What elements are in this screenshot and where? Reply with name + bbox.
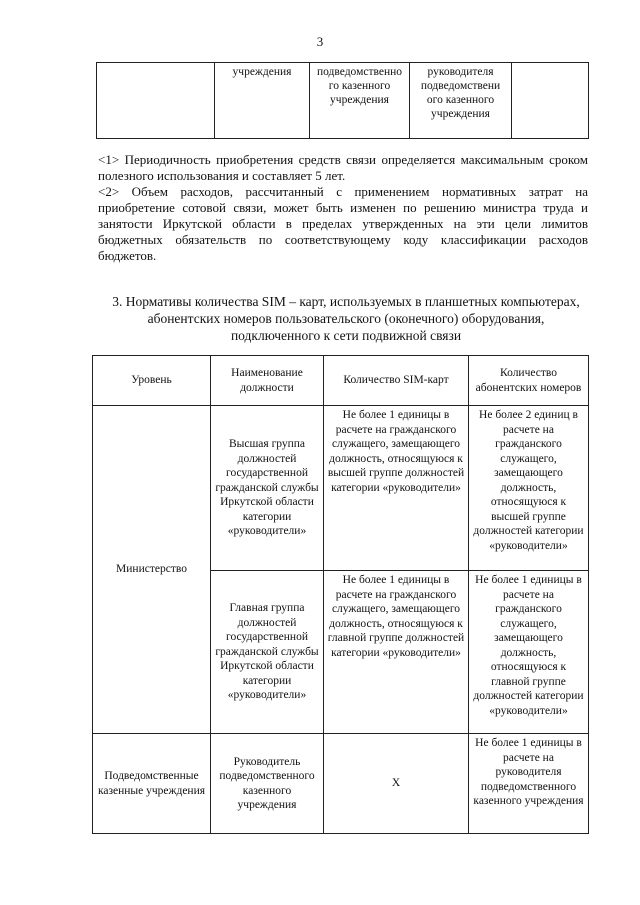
numbers-cell: Не более 1 единицы в расчете на гражданского служащего, замещающего должность, относящуюся к главной группе должностей категории «руководители» (469, 571, 589, 734)
table-cell (512, 63, 589, 139)
footnote-2: <2> Объем расходов, рассчитанный с применением нормативных затрат на приобретение сотовой связи, может быть изменен по решению министра труда и занятости Иркутской области в пределах утвержденных на эти цели лимитов бюджетных обязательств по соответствующему коду классификации расходов бюджетов. (98, 184, 588, 263)
table-cell: учреждения (215, 63, 310, 139)
table-cell: подведомственно го казенного учреждения (310, 63, 410, 139)
table-cell: руководителя подведомствени ого казенного учреждения (410, 63, 512, 139)
header-row (93, 356, 589, 406)
position-cell: Главная группа должностей государственной гражданской службы Иркутской области категории «руководители» (211, 571, 324, 734)
table-row (93, 734, 589, 834)
level-ministry: Министерство (93, 406, 211, 734)
sim-cell: Х (324, 734, 469, 834)
footnote-1: <1> Периодичность приобретения средств связи определяется максимальным сроком полезного использования и составляет 5 лет. (98, 152, 588, 183)
numbers-cell: Не более 1 единицы в расчете на руководителя подведомственного казенного учреждения (469, 734, 589, 834)
table-row (97, 63, 589, 139)
page-number: 3 (316, 34, 324, 49)
header-numbers: Количество абонентских номеров (469, 356, 589, 406)
sim-cell: Не более 1 единицы в расчете на гражданского служащего, замещающего должность, относящуюся к высшей группе должностей категории «руководители» (324, 406, 469, 571)
footnotes (98, 152, 588, 264)
section-title: 3. Нормативы количества SIM – карт, используемых в планшетных компьютерах, абонентских номеров пользовательского (оконечного) оборудования, подключенного к сети подвижной связи (112, 294, 580, 343)
level-subordinate: Подведомственные казенные учреждения (93, 734, 211, 834)
sim-cell: Не более 1 единицы в расчете на гражданского служащего, замещающего должность, относящуюся к главной группе должностей категории «руководители» (324, 571, 469, 734)
table-row (93, 406, 589, 571)
norms-table (92, 355, 589, 834)
numbers-cell: Не более 2 единиц в расчете на гражданского служащего, замещающего должность, относящуюся к высшей группе должностей категории «руководители» (469, 406, 589, 571)
header-level: Уровень (93, 356, 211, 406)
position-cell: Руководитель подведомственного казенного учреждения (211, 734, 324, 834)
position-cell: Высшая группа должностей государственной гражданской службы Иркутской области категории «руководители» (211, 406, 324, 571)
header-sim: Количество SIM-карт (324, 356, 469, 406)
header-position: Наименование должности (211, 356, 324, 406)
table-cell (97, 63, 215, 139)
continuation-table (96, 62, 589, 139)
